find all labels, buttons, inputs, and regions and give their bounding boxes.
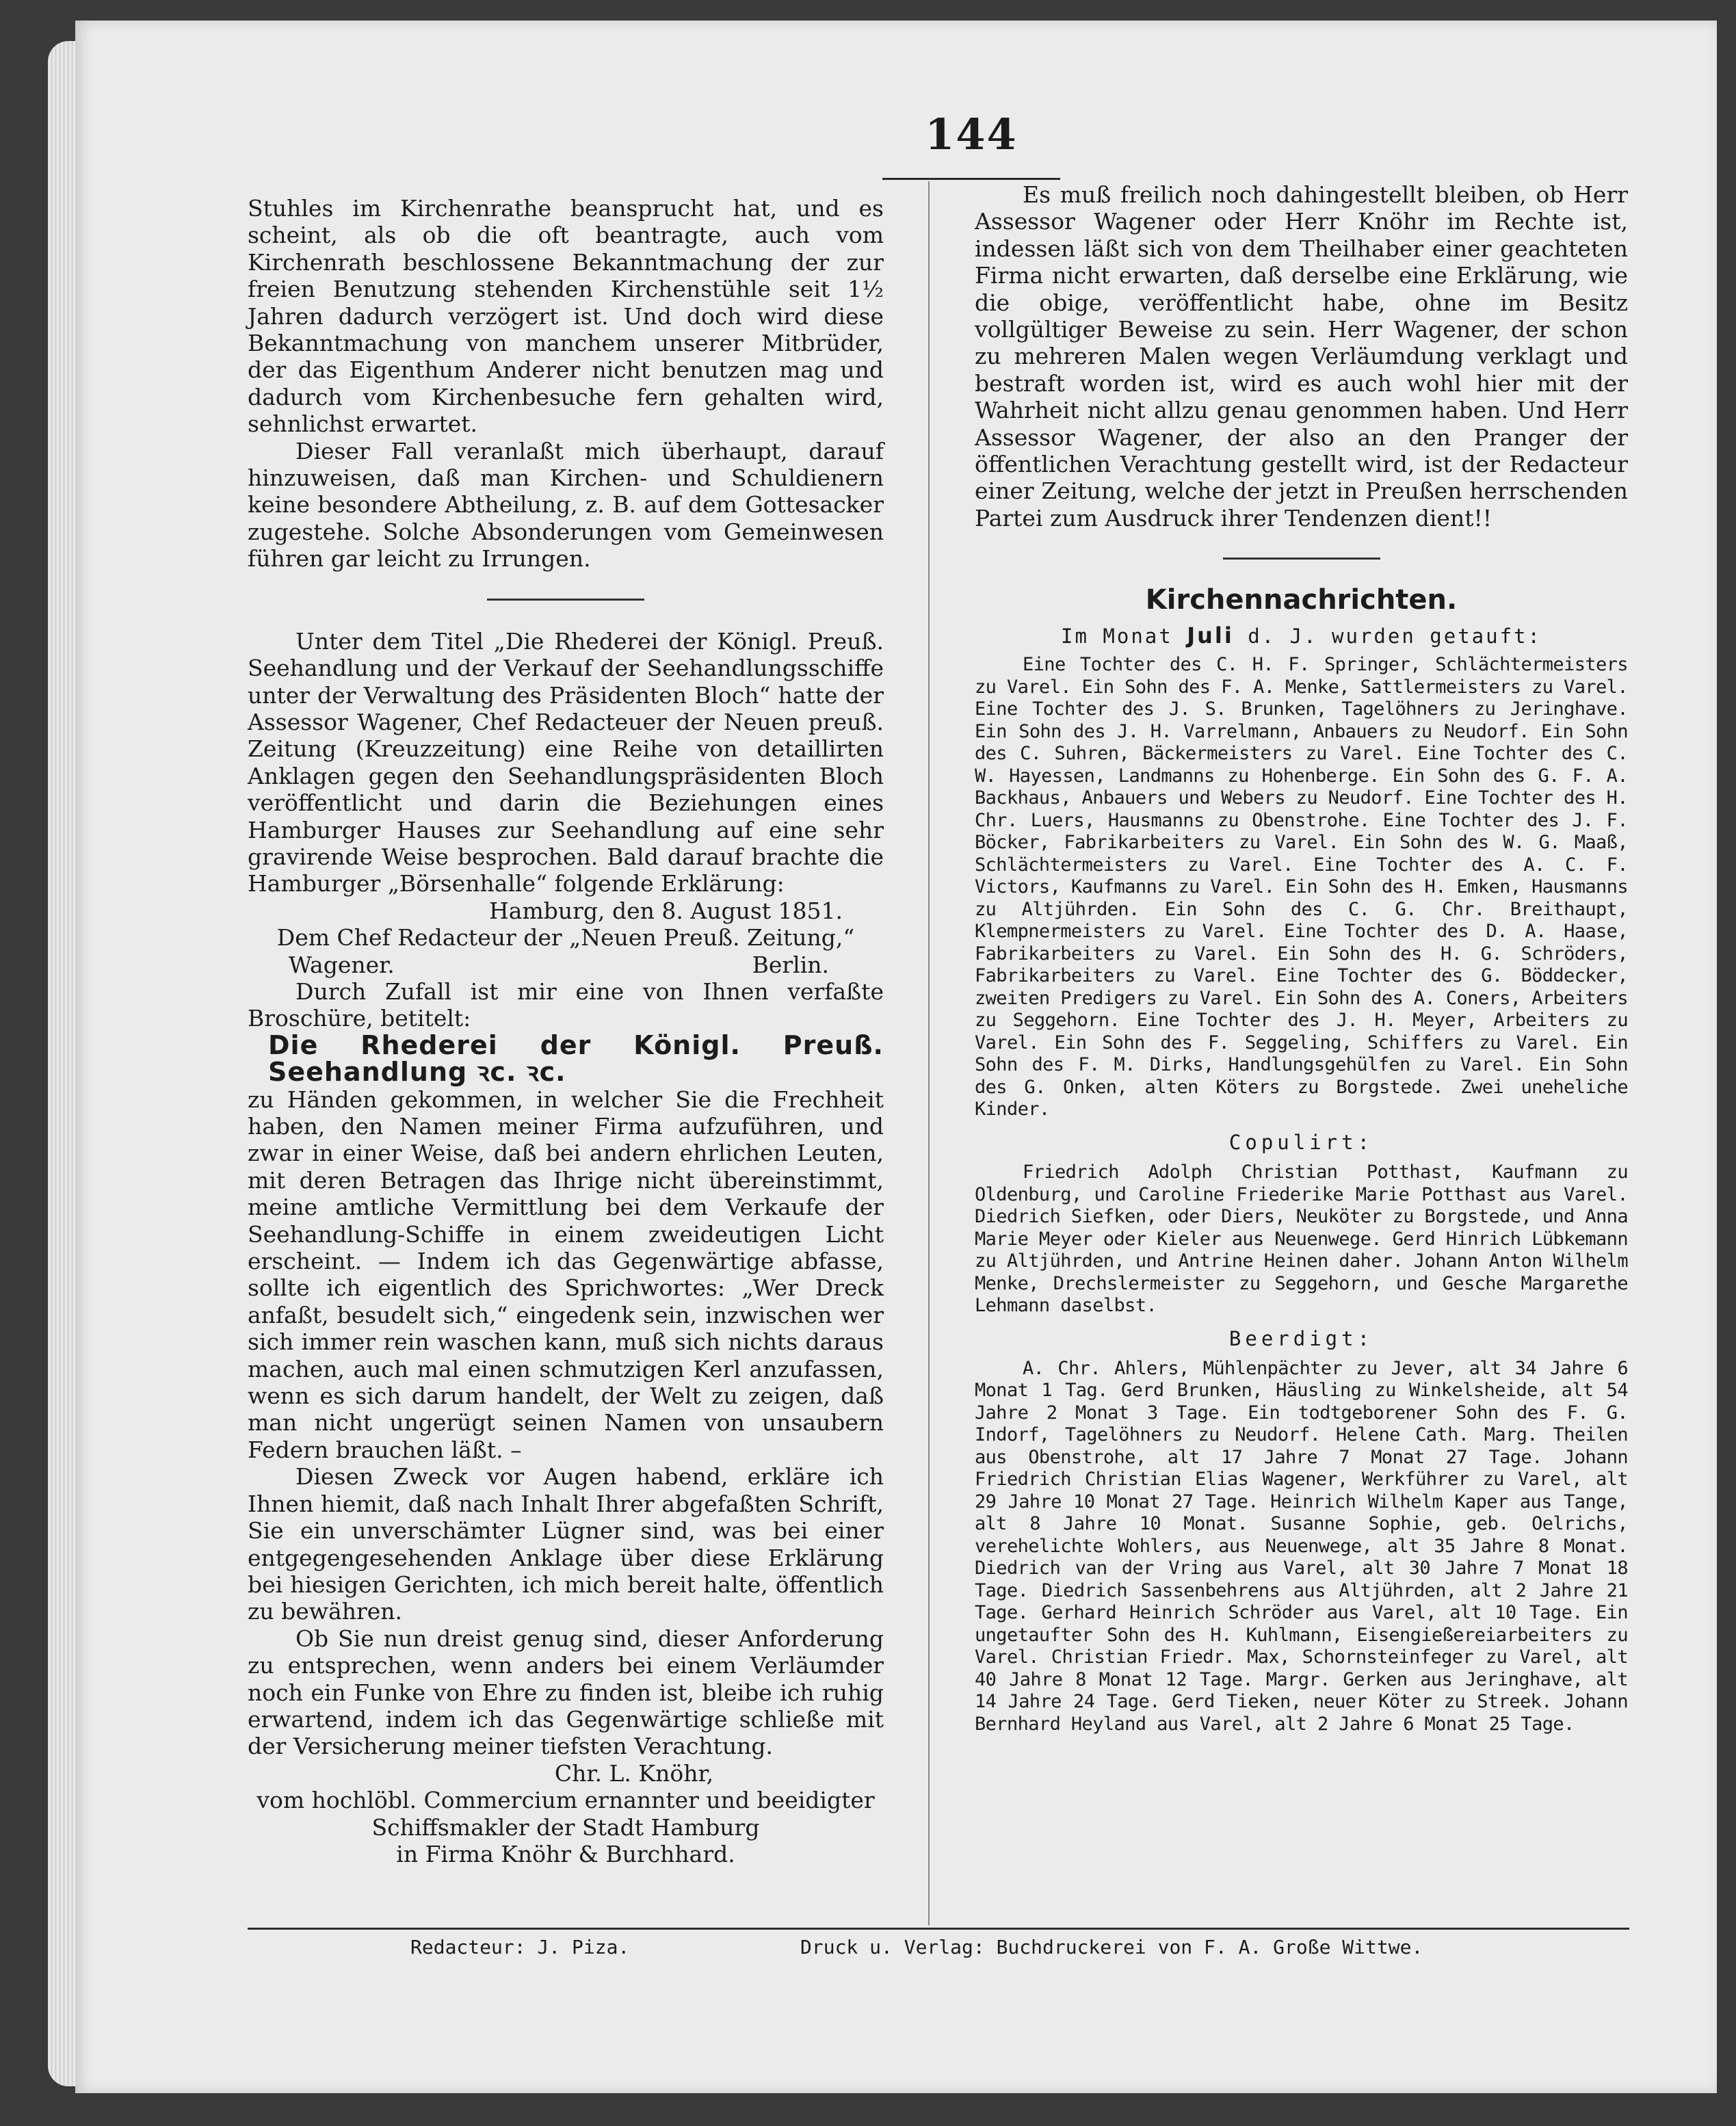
letter-dateline: Hamburg, den 8. August 1851.: [489, 897, 843, 924]
addressee-name: Wagener.: [289, 951, 395, 978]
footer-printer: Druck u. Verlag: Buchdruckerei von F. A. Große Wittwe.: [800, 1936, 1423, 1958]
signature-line-1: vom hochlöbl. Commercium ernannter und beeidigter: [257, 1787, 875, 1814]
month-line: [975, 622, 1628, 650]
article-separator: [487, 599, 644, 601]
left-paragraph-4: Durch Zufall ist mir eine von Ihnen verfaßte Broschüre, betitelt:: [248, 977, 884, 1032]
brochure-title: Die Rhederei der Königl. Preuß. Seehandlung ꝛc. ꝛc.: [268, 1029, 884, 1088]
month-prefix: Im Monat: [1061, 624, 1173, 648]
month-suffix: d. J. wurden getauft:: [1248, 624, 1542, 648]
header-rule: [882, 178, 1060, 180]
left-paragraph-5: zu Händen gekommen, in welcher Sie die Frechheit haben, den Namen meiner Firma aufzuführen, und zwar in einer Weise, daß bei andern ehrlichen Leuten, mit deren Betragen das Ihrige nicht übereinstimmt, meine amtliche Vermittlung bei dem Verkaufe der Seehandlung-Schiffe in einem zweideutigen Licht erscheint. — Indem ich das Gegenwärtige abfasse, sollte ich eigentlich des Sprichwortes: „Wer Dreck anfaßt, besudelt sich,“ eingedenk sein, inzwischen wer sich immer rein waschen kann, muß sich nichts daraus machen, auch mal einen schmutzigen Kerl anzufassen, wenn es sich darum handelt, der Welt zu zeigen, daß man nicht ungerügt seinen Namen von unsaubern Federn brauchen läßt. –: [248, 1086, 884, 1463]
right-paragraph-1: Es muß freilich noch dahingestellt bleiben, ob Herr Assessor Wagener oder Herr Knöhr im Rechte ist, indessen läßt sich von dem Theilhaber einer geachteten Firma nicht erwarten, daß derselbe eine Erklärung, wie die obige, veröffentlicht habe, ohne im Besitz vollgültiger Beweise zu sein. Herr Wagener, der schon zu mehreren Malen wegen Verläumdung verklagt und bestraft worden ist, wird es auch wohl hier mit der Wahrheit nicht allzu genau genommen haben. Und Herr Assessor Wagener, der also an den Pranger der öffentlichen Verachtung gestellt wird, ist der Redacteur einer Zeitung, welche der jetzt in Preußen herrschenden Partei zum Ausdruck ihrer Tendenzen dient!!: [975, 181, 1628, 532]
signature-line-3: in Firma Knöhr & Burchhard.: [396, 1840, 735, 1867]
page-number: 144: [925, 109, 1018, 159]
marriages-list: Friedrich Adolph Christian Potthast, Kaufmann zu Oldenburg, und Caroline Friederike Marie Potthast aus Varel. Diedrich Siefken, oder Diers, Neuköter zu Borgstede, und Anna Marie Meyer oder Kieler aus Neuenwege. Gerd Hinrich Lübkemann zu Altjührden, und Antrine Heinen daher. Johann Anton Wilhelm Menke, Drechslermeister zu Seggehorn, und Gesche Margarethe Lehmann daselbst.: [975, 1162, 1628, 1316]
month-name: Juli: [1187, 622, 1234, 648]
left-paragraph-1: Stuhles im Kirchenrathe beansprucht hat, und es scheint, als ob die oft beantragte, auch vom Kirchenrath beschlossene Bekanntmachung der zur freien Benutzung stehenden Kirchenstühle seit 1½ Jahren dadurch verzögert ist. Und doch wird diese Bekanntmachung von manchem unserer Mitbrüder, der das Eigenthum Anderer nicht benutzen mag und dadurch vom Kirchenbesuche fern gehalten wird, sehnlichst erwartet.: [248, 195, 884, 438]
footer-editor: Redacteur: J. Piza.: [410, 1936, 630, 1958]
column-divider: [928, 181, 930, 1926]
burials-heading: Beerdigt:: [1228, 1326, 1374, 1350]
burials-list: A. Chr. Ahlers, Mühlenpächter zu Jever, alt 34 Jahre 6 Monat 1 Tag. Gerd Brunken, Häusling zu Winkelsheide, alt 54 Jahre 2 Monat 3 Tage. Ein todtgeborener Sohn des F. G. Indorf, Tagelöhners zu Neudorf. Helene Cath. Marg. Theilen aus Obenstrohe, alt 17 Jahre 7 Monat 27 Tage. Johann Friedrich Christian Elias Wagener, Werkführer zu Varel, alt 29 Jahre 10 Monat 27 Tage. Heinrich Wilhelm Kaper aus Tange, alt 8 Jahre 10 Monat. Susanne Sophie, geb. Oelrichs, verehelichte Wohlers, aus Neuenwege, alt 35 Jahre 8 Monat. Diedrich van der Vring aus Varel, alt 30 Jahre 7 Monat 18 Tage. Diedrich Sassenbehrens aus Altjührden, alt 2 Jahre 21 Tage. Gerhard Heinrich Schröder aus Varel, alt 10 Tage. Ein ungetaufter Sohn des H. Kuhlmann, Eisengießereiarbeiters zu Varel. Christian Friedr. Max, Schornsteinfeger zu Varel, alt 40 Jahre 8 Monat 12 Tage. Margr. Gerken aus Jeringhave, alt 14 Jahre 24 Tage. Gerd Tieken, neuer Köter zu Streek. Johann Bernhard Heyland aus Varel, alt 2 Jahre 6 Monat 25 Tage.: [975, 1357, 1628, 1735]
right-column: [975, 181, 1628, 1735]
baptisms-list: Eine Tochter des C. H. F. Springer, Schlächtermeisters zu Varel. Ein Sohn des F. A. Menke, Sattlermeisters zu Varel. Eine Tochter des J. S. Brunken, Tagelöhners zu Jeringhave. Ein Sohn des J. H. Varrelmann, Anbauers zu Neudorf. Ein Sohn des C. Suhren, Bäckermeisters zu Varel. Eine Tochter des C. W. Hayessen, Landmanns zu Hohenberge. Ein Sohn des G. F. A. Backhaus, Anbauers und Webers zu Neudorf. Eine Tochter des H. Chr. Luers, Hausmanns zu Obenstrohe. Eine Tochter des J. F. Böcker, Fabrikarbeiters zu Varel. Ein Sohn des W. G. Maaß, Schlächtermeisters zu Varel. Eine Tochter des A. C. F. Victors, Kaufmanns zu Varel. Ein Sohn des H. Emken, Hausmanns zu Altjührden. Ein Sohn des C. G. Chr. Breithaupt, Klempnermeisters zu Varel. Eine Tochter des D. A. Haase, Fabrikarbeiters zu Varel. Ein Sohn des H. G. Schröders, Fabrikarbeiters zu Varel. Eine Tochter des G. Böddecker, zweiten Predigers zu Varel. Ein Sohn des A. Coners, Arbeiters zu Seggehorn. Eine Tochter des J. H. Meyer, Arbeiters zu Varel. Ein Sohn des F. Seggeling, Schiffers zu Varel. Ein Sohn des F. M. Dirks, Handlungsgehülfen zu Varel. Ein Sohn des G. Onken, alten Köters zu Borgstede. Zwei uneheliche Kinder.: [975, 654, 1628, 1120]
addressee-city: Berlin.: [752, 951, 829, 978]
left-column: [248, 195, 884, 1867]
section-title: Kirchennachrichten.: [1145, 584, 1458, 616]
footer-rule: [248, 1928, 1629, 1930]
left-paragraph-3: Unter dem Titel „Die Rhederei der Königl. Preuß. Seehandlung und der Verkauf der Seehandlungsschiffe unter der Verwaltung des Präsidenten Bloch“ hatte der Assessor Wagener, Chef Redacteuer der Neuen preuß. Zeitung (Kreuzzeitung) eine Reihe von detaillirten Anklagen gegen den Seehandlungspräsidenten Bloch veröffentlicht und darin die Beziehungen eines Hamburger Hauses zur Seehandlung auf eine sehr gravirende Weise besprochen. Bald darauf brachte die Hamburger „Börsenhalle“ folgende Erklärung:: [248, 627, 884, 897]
newspaper-page: [75, 21, 1717, 2093]
article-separator: [1223, 557, 1380, 560]
letter-addressee: Dem Chef Redacteur der „Neuen Preuß. Zeitung,“: [276, 924, 855, 952]
signature-name: Chr. L. Knöhr,: [554, 1759, 714, 1787]
left-paragraph-7: Ob Sie nun dreist genug sind, dieser Anforderung zu entsprechen, wenn anders bei einem Verläumder noch ein Funke von Ehre zu finden ist, bleibe ich ruhig erwartend, indem ich das Gegenwärtige schließe mit der Versicherung meiner tiefsten Verachtung.: [248, 1625, 884, 1760]
marriages-heading: Copulirt:: [1228, 1130, 1374, 1154]
left-paragraph-2: Dieser Fall veranlaßt mich überhaupt, darauf hinzuweisen, daß man Kirchen- und Schuldienern keine besondere Abtheilung, z. B. auf dem Gottesacker zugestehe. Solche Absonderungen vom Gemeinwesen führen gar leicht zu Irrungen.: [248, 437, 884, 573]
signature-line-2: Schiffsmakler der Stadt Hamburg: [371, 1813, 760, 1841]
letter-address-line: [248, 952, 884, 978]
left-paragraph-6: Diesen Zweck vor Augen habend, erkläre ich Ihnen hiemit, daß nach Inhalt Ihrer abgefaßten Schrift, Sie ein unverschämter Lügner sind, was bei einer entgegengesehenden Anklage über diese Erklärung bei hiesigen Gerichten, ich mich bereit halte, öffentlich zu bewähren.: [248, 1463, 884, 1625]
